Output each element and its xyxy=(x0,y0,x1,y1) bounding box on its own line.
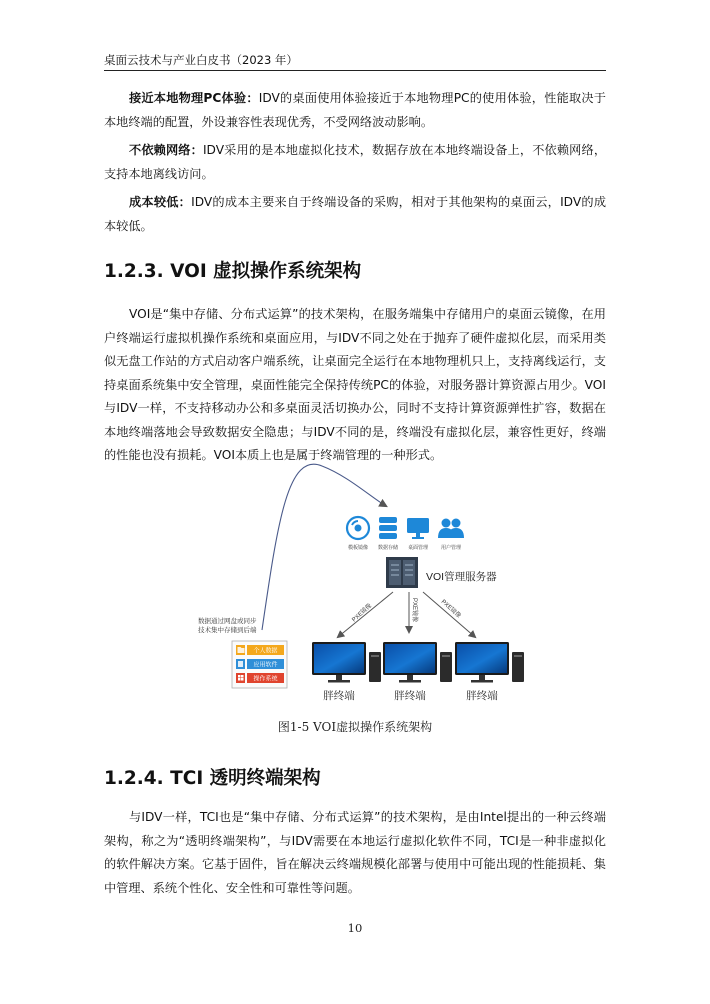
sync-note-line: 数据通过网盘或同步 xyxy=(198,618,257,625)
tci-paragraph: 与IDV一样，TCI也是“集中存储、分布式运算”的技术架构，是由Intel提出的一种云终端架构，称之为“透明终端架构”，与IDV需要在本地运行虚拟化软件不同，TCI是一种非虚拟化的软件解决方案。它基于固件，旨在解决云终端规模化部署与使用中可能出现的性能损耗、集中管理、系统个性化、安全性和可靠性等问题。 xyxy=(104,810,606,895)
data-storage-icon xyxy=(379,517,397,539)
terminal-label: 胖终端 xyxy=(394,690,426,702)
icon-label: 模板镜像 xyxy=(347,545,369,551)
arrow-label: PXE镜像 xyxy=(411,598,417,623)
fat-terminal-icon xyxy=(455,642,524,683)
terminal-label: 胖终端 xyxy=(466,690,498,702)
sync-note-line: 技术集中存储到后端 xyxy=(198,627,257,634)
layer-label: 个人数据 xyxy=(253,648,278,655)
arrow-label: PXE镜像 xyxy=(351,602,374,624)
template-image-icon xyxy=(347,517,369,539)
layer-label: 应用软件 xyxy=(253,662,278,669)
feature-label: 接近本地物理PC体验： xyxy=(129,91,259,105)
icon-label: 数据存储 xyxy=(377,545,399,551)
section-heading-tci: 1.2.4. TCI 透明终端架构 xyxy=(104,768,321,789)
section-heading-voi: 1.2.3. VOI 虚拟操作系统架构 xyxy=(104,261,362,282)
voi-paragraph: VOI是“集中存储、分布式运算”的技术架构，在服务端集中存储用户的桌面云镜像，在用户终端运行虚拟机操作系统和桌面应用，与IDV不同之处在于抛弃了硬件虚拟化层，而采用类似无盘工作站的方式启动客户端系统，让桌面完全运行在本地物理机只上，支持离线运行，支持桌面系统集中安全管理，桌面性能完全保持传统PC的体验，对服务器计算资源占用少。VOI与IDV一样，不支持移动办公和多桌面灵活切换办公，同时不支持计算资源弹性扩容，数据在本地终端落地会导致数据安全隐患；与IDV不同的是，终端没有虚拟化层，兼容性更好，终端的性能也没有损耗。VOI本质上也是属于终端管理的一种形式。 xyxy=(104,307,606,462)
fat-terminal-icon xyxy=(312,642,381,683)
pxe-arrow xyxy=(423,592,475,637)
running-header: 桌面云技术与产业白皮书（2023 年） xyxy=(104,53,298,67)
layer-label: 操作系统 xyxy=(253,676,278,683)
icon-label: 用户管理 xyxy=(440,545,462,551)
feature-text: IDV的桌面使用体验接近于本地物理PC的使用体验，性能取决于本地终端的配置，外设兼容性表现优秀，不受网络波动影响。 xyxy=(104,91,606,129)
server-label: VOI管理服务器 xyxy=(426,571,497,583)
server-icon xyxy=(386,557,418,588)
pxe-arrow xyxy=(338,592,393,637)
feature-text: IDV的成本主要来自于终端设备的采购，相对于其他架构的桌面云，IDV的成本较低。 xyxy=(104,195,607,233)
arrow-label: PXE镜像 xyxy=(439,599,462,620)
feature-label: 成本较低： xyxy=(129,195,192,209)
page-number: 10 xyxy=(347,921,363,935)
terminal-label: 胖终端 xyxy=(323,690,355,702)
figure-caption: 图1-5 VOI虚拟操作系统架构 xyxy=(277,720,433,734)
user-management-icon xyxy=(438,519,464,539)
icon-label: 桌面管理 xyxy=(407,545,429,551)
feature-label: 不依赖网络： xyxy=(129,143,203,157)
desktop-management-icon xyxy=(407,518,429,539)
feature-text: IDV采用的是本地虚拟化技术，数据存放在本地终端设备上，不依赖网络，支持本地离线访问。 xyxy=(104,143,607,181)
fat-terminal-icon xyxy=(383,642,452,683)
